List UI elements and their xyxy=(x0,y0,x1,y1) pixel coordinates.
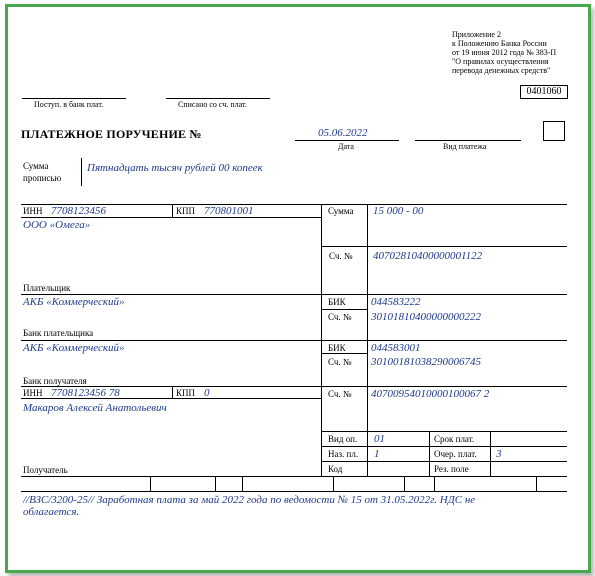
date-label: Дата xyxy=(338,142,354,151)
payer-inn-value: 7708123456 xyxy=(51,205,106,217)
grid-line-payer-bottom xyxy=(21,294,567,295)
payer-kpp-value: 770801001 xyxy=(204,205,254,217)
debited-line xyxy=(166,98,270,99)
payee-bank-account-value: 30100181038290006745 xyxy=(371,356,481,368)
grid-line-op-low xyxy=(321,461,567,462)
grid-col-labels-right xyxy=(367,204,368,476)
grid-line-op-mid xyxy=(321,446,567,447)
term-label: Срок плат. xyxy=(434,434,475,444)
form-code-box: 0401060 xyxy=(520,85,568,99)
payer-bank-bik-label: БИК xyxy=(328,297,346,307)
appendix-line-5: перевода денежных средств" xyxy=(452,66,551,75)
payer-bank-name: АКБ «Коммерческий» xyxy=(23,296,125,308)
op-type-label: Вид оп. xyxy=(328,434,358,444)
grid-tax-divider-6 xyxy=(434,476,435,491)
received-line xyxy=(22,98,126,99)
grid-line-op-top xyxy=(321,431,567,432)
payment-type-label: Вид платежа xyxy=(443,142,487,151)
grid-tax-divider-1 xyxy=(150,476,151,491)
grid-line-payee-bik-bottom xyxy=(321,353,367,354)
grid-col-labels-left xyxy=(321,204,322,476)
grid-line-amount-bottom xyxy=(321,246,567,247)
grid-line-payee-bottom xyxy=(21,476,567,477)
grid-tax-divider-4 xyxy=(333,476,334,491)
grid-line-payer-bank-bottom xyxy=(21,340,567,341)
priority-label: Очер. плат. xyxy=(434,449,477,459)
grid-payee-kpp-divider xyxy=(172,386,173,398)
appendix-line-1: Приложение 2 xyxy=(452,30,501,39)
payer-bank-account-value: 30101810400000000222 xyxy=(371,311,481,323)
payee-inn-value: 7708123456 78 xyxy=(51,387,120,399)
amount-value: 15 000 - 00 xyxy=(373,205,424,217)
grid-tax-divider-5 xyxy=(404,476,405,491)
payer-bank-label: Банк плательщика xyxy=(23,328,94,338)
payer-label: Плательщик xyxy=(23,283,71,293)
payee-kpp-value: 0 xyxy=(204,387,210,399)
date-line xyxy=(295,140,399,141)
date-value: 05.06.2022 xyxy=(318,127,368,139)
grid-tax-divider-2 xyxy=(215,476,216,491)
appendix-line-4: "О правилах осуществления xyxy=(452,57,549,66)
grid-line-tax-bottom xyxy=(21,491,567,492)
grid-line-payer-bik-bottom xyxy=(321,309,367,310)
payee-kpp-label: КПП xyxy=(176,388,196,398)
amount-words-value: Пятнадцать тысяч рублей 00 копеек xyxy=(87,162,263,174)
appendix-line-2: к Положению Банка России xyxy=(452,39,547,48)
amount-words-label-1: Сумма xyxy=(23,161,49,171)
payee-account-label: Сч. № xyxy=(328,389,352,399)
payment-purpose-line-2: облагается. xyxy=(23,506,80,518)
grid-op-divider-1 xyxy=(429,431,430,476)
payment-purpose xyxy=(23,494,563,518)
payment-type-line xyxy=(415,140,521,141)
appendix-line-3: от 19 июня 2012 года № 383-П xyxy=(452,48,557,57)
payment-order-frame xyxy=(5,4,591,573)
payer-name: ООО «Омега» xyxy=(23,219,91,231)
grid-line-inn-bottom xyxy=(21,217,321,218)
payee-bank-account-label: Сч. № xyxy=(328,357,352,367)
payee-bank-bik-label: БИК xyxy=(328,343,346,353)
op-type-value: 01 xyxy=(374,433,385,445)
payer-inn-label: ИНН xyxy=(23,206,43,216)
debited-label: Списано со сч. плат. xyxy=(178,100,247,109)
grid-tax-divider-3 xyxy=(242,476,243,491)
document-title: ПЛАТЕЖНОЕ ПОРУЧЕНИЕ № xyxy=(21,127,202,141)
purpose-code-value: 1 xyxy=(374,448,380,460)
grid-payer-kpp-divider xyxy=(172,204,173,217)
payee-bank-name: АКБ «Коммерческий» xyxy=(23,342,125,354)
payee-inn-label: ИНН xyxy=(23,388,43,398)
amount-label: Сумма xyxy=(328,206,354,216)
payee-bank-label: Банк получателя xyxy=(23,376,87,386)
payment-purpose-line-1: //ВЗС/3200-25// Заработная плата за май 2022 года по ведомости № 15 от 31.05.2022г. НДС не xyxy=(23,494,476,506)
status-box xyxy=(543,121,565,141)
grid-tax-divider-7 xyxy=(536,476,537,491)
payer-bank-bik-value: 044583222 xyxy=(371,296,421,308)
priority-value: 3 xyxy=(496,448,502,460)
payer-kpp-label: КПП xyxy=(176,206,196,216)
payee-account-value: 40700954010000100067 2 xyxy=(371,388,490,400)
payee-label: Получатель xyxy=(23,465,68,475)
payee-name: Макаров Алексей Анатольевич xyxy=(23,402,167,414)
payer-account-label: Сч. № xyxy=(329,251,353,261)
payer-account-value: 40702810400000001122 xyxy=(373,250,483,262)
reserve-label: Рез. поле xyxy=(434,464,469,474)
amount-words-divider xyxy=(81,158,82,186)
purpose-code-label: Наз. пл. xyxy=(328,449,359,459)
code-label: Код xyxy=(328,464,343,474)
grid-op-divider-2 xyxy=(490,431,491,476)
amount-words-label-2: прописью xyxy=(23,173,62,183)
payee-bank-bik-value: 044583001 xyxy=(371,342,421,354)
payer-bank-account-label: Сч. № xyxy=(328,312,352,322)
received-label: Поступ. в банк плат. xyxy=(34,100,104,109)
appendix-note xyxy=(452,30,556,75)
